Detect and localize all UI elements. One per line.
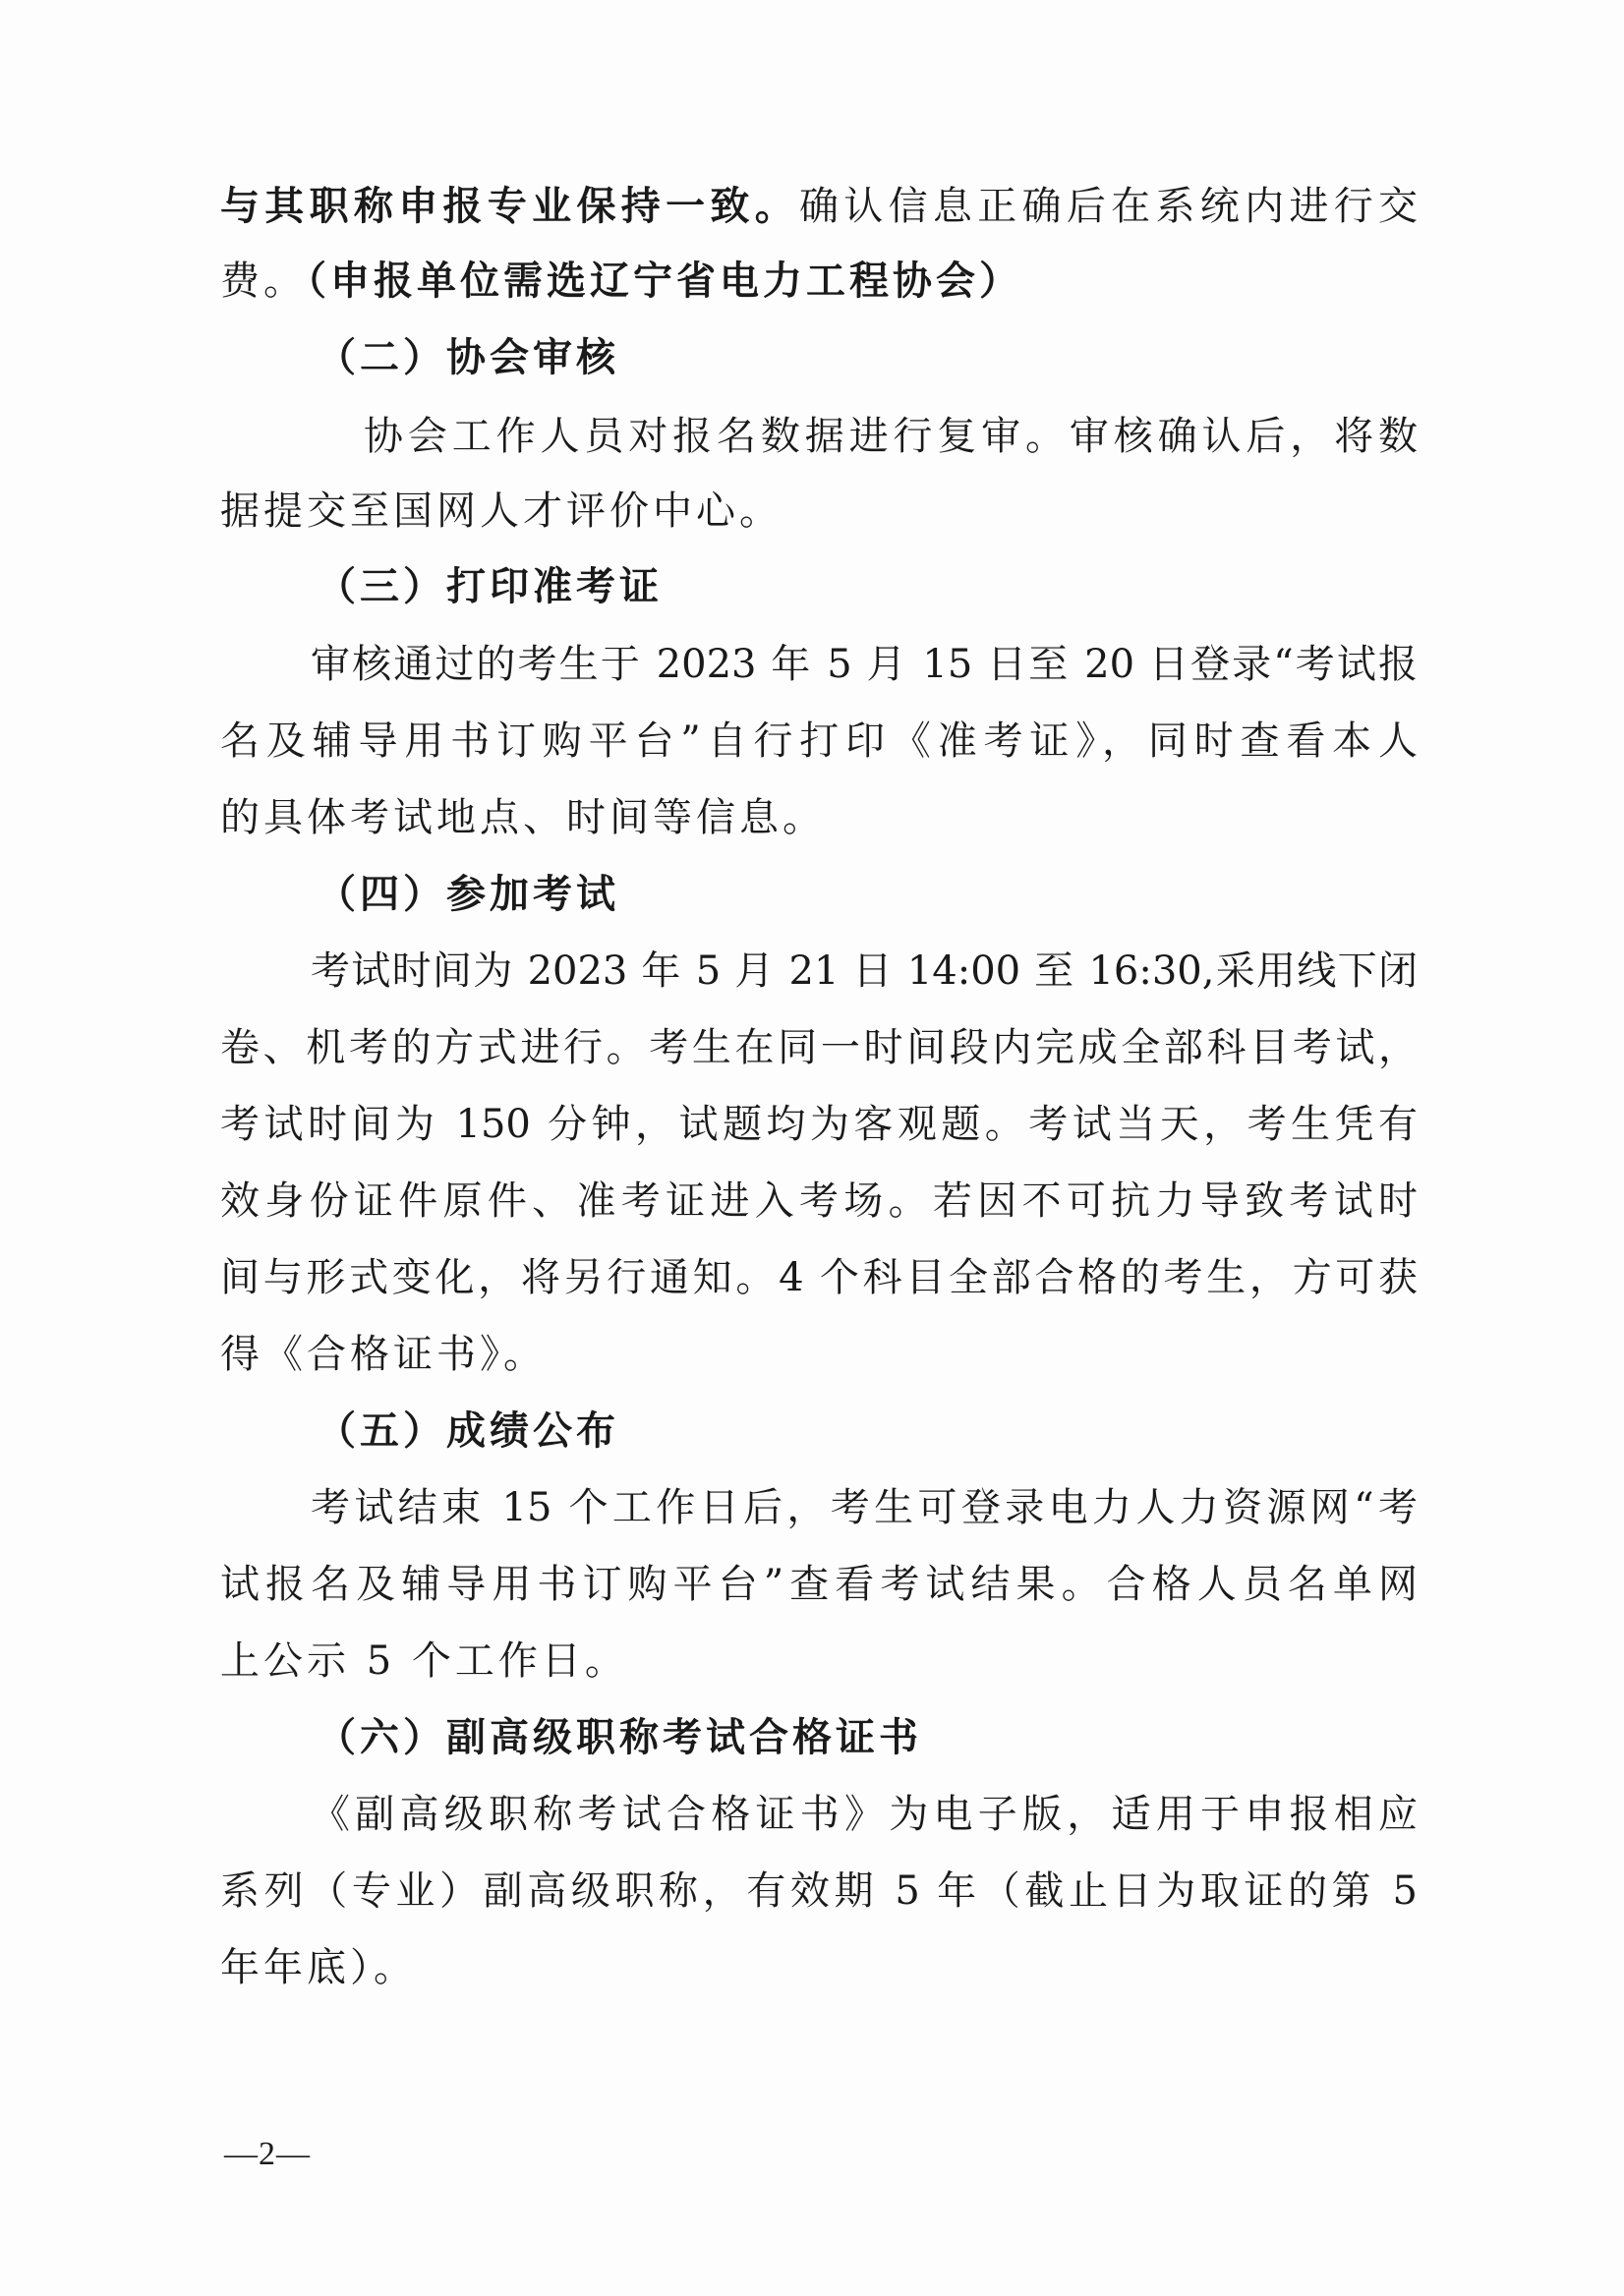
- section2-line-2: 据提交至国网人才评价中心。: [220, 488, 783, 534]
- intro-text-start: 费。: [220, 258, 307, 304]
- section4-line-4: 效身份证件原件、准考证进入考场。若因不可抗力导致考试时: [220, 1178, 1418, 1224]
- section3-line-3: 的具体考试地点、时间等信息。: [220, 795, 826, 840]
- intro-line-1: [220, 183, 1418, 230]
- section4-line-2: 卷、机考的方式进行。考生在同一时间段内完成全部科目考试，: [220, 1025, 1418, 1070]
- intro-bold-note: （申报单位需选辽宁省电力工程协会）: [307, 258, 1022, 304]
- intro-line-2: [220, 258, 1418, 305]
- section5-line-2: 试报名及辅导用书订购平台”查看考试结果。合格人员名单网: [220, 1562, 1418, 1607]
- section4-line-6: 得《合格证书》。: [220, 1332, 547, 1377]
- section4-line-5: 间与形式变化，将另行通知。4 个科目全部合格的考生，方可获: [220, 1255, 1418, 1300]
- page-number: —2—: [224, 2136, 311, 2172]
- section-heading-6: （六）副高级职称考试合格证书: [317, 1715, 922, 1760]
- section5-line-3: 上公示 5 个工作日。: [220, 1638, 628, 1684]
- section6-line-2: 系列（专业）副高级职称，有效期 5 年（截止日为取证的第 5: [220, 1868, 1418, 1914]
- section4-line-3: 考试时间为 150 分钟，试题均为客观题。考试当天，考生凭有: [220, 1102, 1418, 1147]
- section2-line-1: 协会工作人员对报名数据进行复审。审核确认后，将数: [364, 414, 1418, 459]
- section-heading-4: （四）参加考试: [317, 872, 619, 917]
- intro-bold-text: 与其职称申报专业保持一致。: [220, 184, 799, 229]
- section5-line-1: 考试结束 15 个工作日后，考生可登录电力人力资源网“考: [311, 1485, 1418, 1530]
- section4-line-1: 考试时间为 2023 年 5 月 21 日 14:00 至 16:30,采用线下闭: [311, 948, 1418, 994]
- section6-line-3: 年年底）。: [220, 1945, 417, 1990]
- section3-line-1: 审核通过的考生于 2023 年 5 月 15 日至 20 日登录“考试报: [311, 642, 1418, 687]
- section-heading-3: （三）打印准考证: [317, 564, 663, 609]
- intro-text: 确认信息正确后在系统内进行交: [799, 184, 1418, 229]
- section-heading-2: （二）协会审核: [317, 335, 619, 380]
- section3-line-2: 名及辅导用书订购平台”自行打印《准考证》，同时查看本人: [220, 718, 1418, 764]
- section6-line-1: 《副高级职称考试合格证书》为电子版，适用于申报相应: [311, 1792, 1418, 1837]
- section-heading-5: （五）成绩公布: [317, 1408, 619, 1454]
